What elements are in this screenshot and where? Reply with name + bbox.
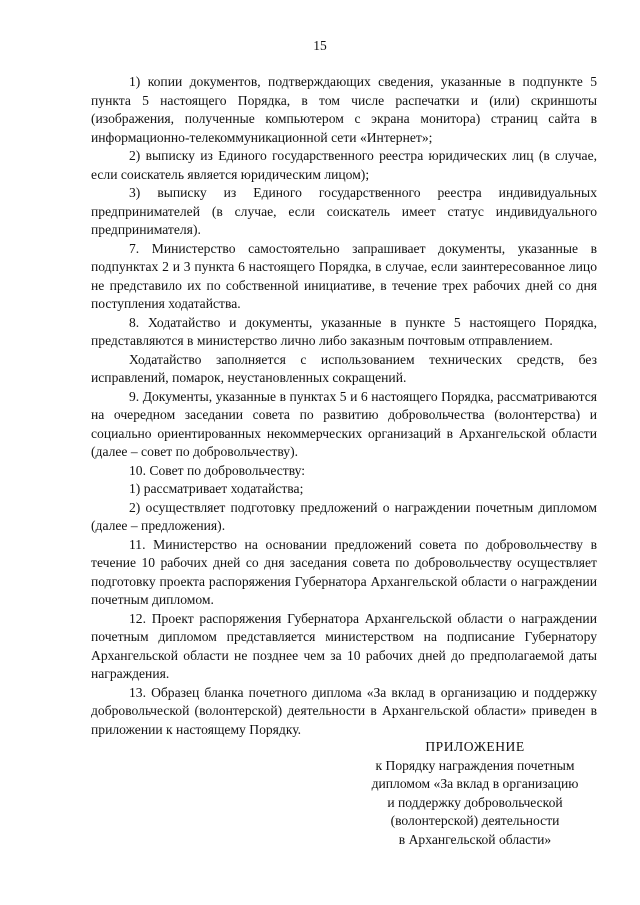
paragraph-item-9: 9. Документы, указанные в пунктах 5 и 6 настоящего Порядка, рассматриваются на очередном заседании совета по развитию добровольчества (волонтерства) и социально ориентированных некоммерческих организаций в Архангельской области (далее – совет по добровольчеству). (91, 388, 597, 459)
document-body (91, 73, 597, 739)
paragraph-petition-filling: Ходатайство заполняется с использованием технических средств, без исправлений, помарок, неустановленных сокращений. (91, 351, 597, 385)
appendix-title: ПРИЛОЖЕНИЕ (425, 739, 525, 754)
paragraph-item-10: 10. Совет по добровольчеству: (129, 462, 306, 478)
appendix-line: к Порядку награждения почетным (375, 757, 575, 773)
paragraph-sub-2-legal-register: 2) выписку из Единого государственного реестра юридических лиц (в случае, если соискатель является юридическим лицом); (91, 148, 597, 182)
appendix-line: (волонтерской) деятельности (390, 813, 560, 828)
paragraph-item-13: 13. Образец бланка почетного диплома «За вклад в организацию и поддержку добровольческой (волонтерской) деятельности в Архангельской области» приведен в приложении к настоящему Порядку. (91, 684, 597, 737)
appendix-line: дипломом «За вклад в организацию (371, 776, 579, 791)
paragraph-item-11: 11. Министерство на основании предложений совета по добровольчеству в течение 10 рабочих дней со дня заседания совета по добровольчеству осуществляет подготовку проекта распоряжения Губернатора Архангельской области о награждении почетным дипломом. (91, 536, 597, 607)
paragraph-sub-1-copies: 1) копии документов, подтверждающих сведения, указанные в подпункте 5 пункта 5 настоящего Порядка, в том числе распечатки и (или) скриншоты (изображения, полученные компьютером с экрана монитора) страниц сайта в информационно-телекоммуникационной сети «Интернет»; (91, 74, 597, 145)
paragraph-item-10-sub-2: 2) осуществляет подготовку предложений о награждении почетным дипломом (далее – предложения). (91, 499, 597, 533)
paragraph-item-12: 12. Проект распоряжения Губернатора Архангельской области о награждении почетным дипломом представляется министерством на подписание Губернатору Архангельской области не позднее чем за 10 рабочих дней до предполагаемой даты награждения. (91, 610, 597, 681)
paragraph-sub-3-entrepreneur-register: 3) выписку из Единого государственного реестра индивидуальных предпринимателей (в случае, если соискатель имеет статус индивидуального предпринимателя). (91, 185, 597, 237)
appendix-block (350, 738, 600, 849)
paragraph-item-7: 7. Министерство самостоятельно запрашивает документы, указанные в подпунктах 2 и 3 пункта 6 настоящего Порядка, в случае, если заинтересованное лицо не представило их по собственной инициативе, в течение трех рабочих дней со дня поступления ходатайства. (91, 240, 597, 311)
paragraph-item-10-sub-1: 1) рассматривает ходатайства; (129, 481, 304, 496)
appendix-line: и поддержку добровольческой (387, 794, 563, 810)
paragraph-item-8: 8. Ходатайство и документы, указанные в пункте 5 настоящего Порядка, представляются в министерство лично либо заказным почтовым отправлением. (91, 314, 597, 348)
appendix-line: в Архангельской области» (398, 831, 552, 847)
page-number: 15 (313, 38, 327, 53)
